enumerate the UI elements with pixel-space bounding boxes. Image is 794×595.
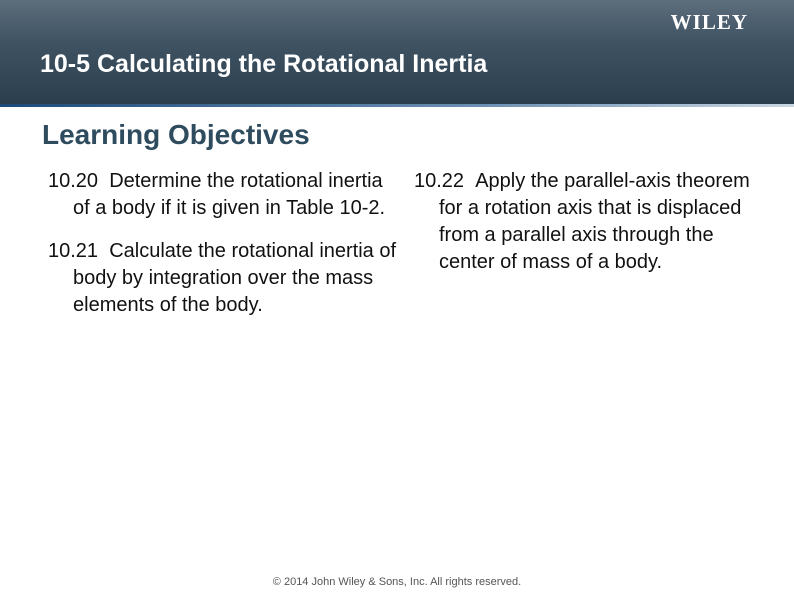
objective-text: Determine the rotational inertia of a body if it is given in Table 10-2. [73,170,386,219]
objective-item [48,168,398,222]
section-heading: Learning Objectives [42,119,310,150]
copyright-footer: © 2014 John Wiley & Sons, Inc. All rights reserved. [272,576,522,588]
objective-text: Calculate the rotational inertia of body by integration over the mass elements of the body. [73,240,397,316]
objectives-left-column [48,168,398,335]
slide-title: 10-5 Calculating the Rotational Inertia [40,50,488,78]
wiley-logo: WILEY [670,10,748,34]
objective-item [48,238,398,319]
objective-item [414,168,759,276]
objective-number: 10.22 [414,170,465,192]
objective-text: Apply the parallel-axis theorem for a rotation axis that is displaced from a parallel axis through the center of mass of a body. [439,170,750,273]
objective-number: 10.21 [48,240,99,262]
objective-number: 10.20 [48,170,99,192]
header-accent-line [0,104,794,107]
objectives-right-column [414,168,759,292]
